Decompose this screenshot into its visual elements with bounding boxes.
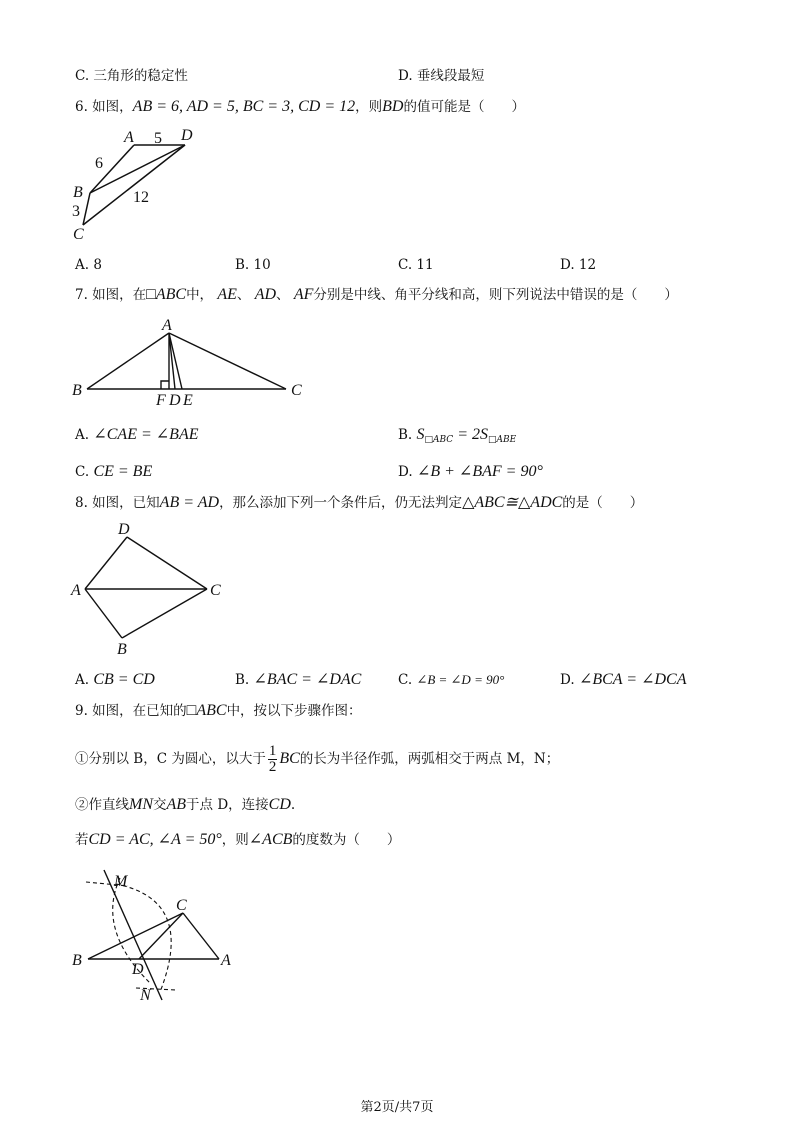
q8-option-b: B. ∠BAC = ∠DAC (235, 671, 362, 688)
q9-figure (66, 860, 256, 1010)
q9-condition: 若CD = AC, ∠A = 50°，则∠ACB的度数为（ ） (75, 831, 401, 848)
q7-option-c: C. CE = BE (75, 463, 153, 480)
q6-label-c: C (73, 226, 84, 243)
q6-label-d: D (181, 127, 193, 144)
q8-label-a: A (71, 582, 81, 599)
q6-figure (66, 124, 196, 244)
q6-option-d: D. 12 (560, 257, 597, 273)
q8-figure (66, 520, 236, 660)
q8-label-c: C (210, 582, 221, 599)
q6-label-cd: 12 (133, 189, 149, 206)
q7-option-b: B. $S_{□ABC} = 2S_{□ABE}$ (398, 426, 517, 445)
q8-option-d: D. ∠BCA = ∠DCA (560, 671, 687, 688)
q8-option-c: C. ∠B = ∠D = 90° (398, 672, 505, 688)
q9-label-a: A (221, 952, 231, 969)
q9-step1: ①分别以 B，C 为圆心，以大于 $\frac{1}{2}$ BC的长为半径作弧，两弧相交于两点 M，N； (75, 743, 560, 775)
q9-label-m: M (114, 873, 128, 890)
q7-option-d: D. ∠B + ∠BAF = 90° (398, 463, 543, 480)
q6-label-bc: 3 (72, 203, 80, 220)
page-footer: 第2页/共7页 (360, 1100, 434, 1115)
q6-option-a: A. 8 (75, 257, 102, 273)
q9-label-c: C (176, 897, 187, 914)
q9-label-n: N (140, 987, 151, 1004)
q8-label-d: D (118, 521, 130, 538)
q8-stem: 8. 如图，已知AB = AD，那么添加下列一个条件后，仍无法判定△ABC≅△ADC的是（ ） (75, 494, 644, 511)
q7-label-b: B (72, 382, 82, 399)
q7-label-f: F (156, 392, 166, 409)
q9-label-b: B (72, 952, 82, 969)
q7-figure (66, 312, 316, 412)
q6-stem: 6. 如图，AB = 6, AD = 5, BC = 3, CD = 12，则BD的值可能是（ ） (75, 98, 525, 115)
q5-option-d: D. 垂线段最短 (398, 68, 485, 84)
q7-stem: 7. 如图，在□ABC中， AE、 AD、 AF分别是中线、角平分线和高，则下列说法中错误的是（ ） (75, 286, 678, 303)
q6-label-ad: 5 (154, 130, 162, 147)
q6-option-c: C. 11 (398, 257, 434, 273)
q9-step2: ②作直线MN交AB于点 D，连接CD. (75, 796, 296, 813)
q8-option-a: A. CB = CD (75, 671, 155, 688)
q6-label-b: B (73, 184, 83, 201)
q8-label-b: B (117, 641, 127, 658)
q7-option-a: A. ∠CAE = ∠BAE (75, 426, 199, 443)
q6-option-b: B. 10 (235, 257, 271, 273)
q9-fraction: $\frac{1}{2}$ (268, 743, 277, 775)
q7-label-c: C (291, 382, 302, 399)
q7-label-e: E (183, 392, 193, 409)
q7-label-a: A (162, 317, 172, 334)
q5-option-c: C. 三角形的稳定性 (75, 68, 188, 84)
q9-stem: 9. 如图，在已知的□ABC中，按以下步骤作图： (75, 702, 362, 719)
q9-label-d: D (132, 961, 144, 978)
q6-label-ab: 6 (95, 155, 103, 172)
q6-label-a: A (124, 129, 134, 146)
q7-label-d: D (169, 392, 181, 409)
